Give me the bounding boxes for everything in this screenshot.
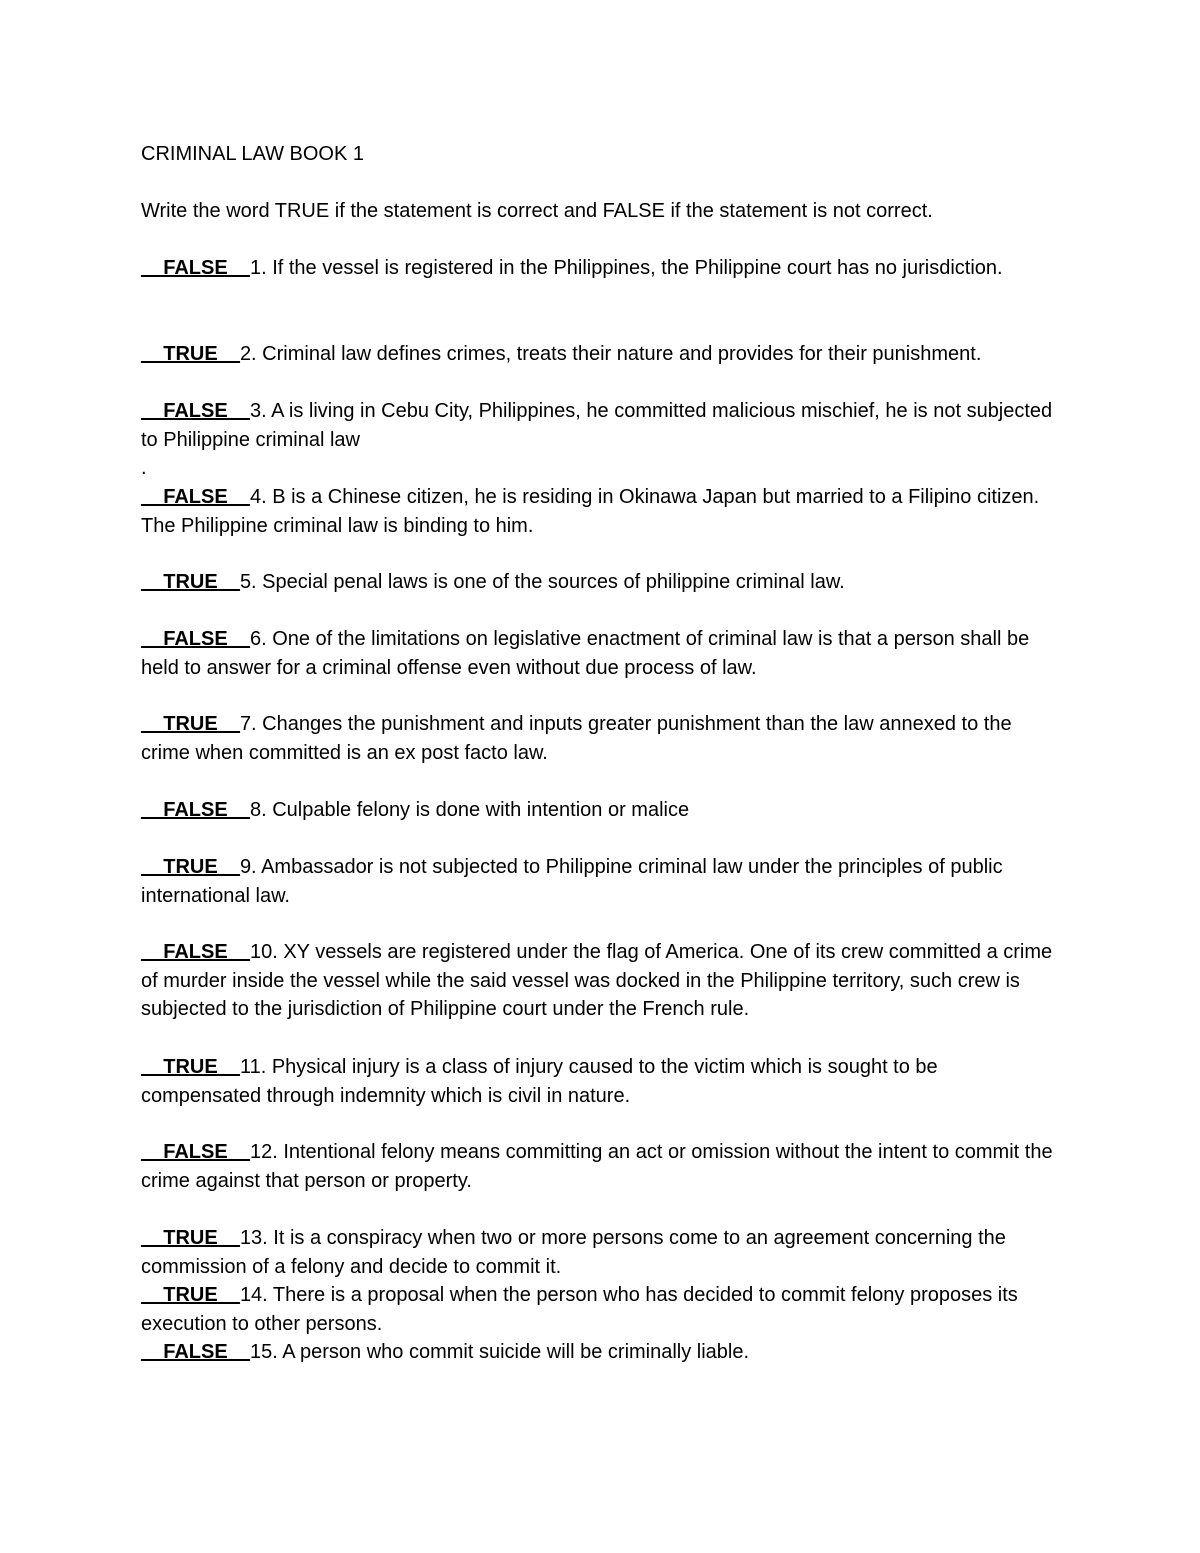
question-item-9 <box>141 853 1061 910</box>
question-text: 11. Physical injury is a class of injury caused to the victim which is sought to be compensated through indemnity which is civil in nature. <box>141 1056 938 1107</box>
question-text: 1. If the vessel is registered in the Philippines, the Philippine court has no jurisdiction. <box>249 257 1003 279</box>
question-text: 15. A person who commit suicide will be criminally liable. <box>249 1341 750 1363</box>
answer-blank: __TRUE__ <box>141 713 240 735</box>
answer-blank: __FALSE__ <box>141 628 250 650</box>
question-item-4 <box>141 483 1061 540</box>
answer-blank: __FALSE__ <box>141 1341 250 1363</box>
answer-blank: __FALSE__ <box>141 400 250 422</box>
question-item-15 <box>141 1338 1061 1367</box>
answer-blank: __FALSE__ <box>141 257 250 279</box>
question-text: 3. A is living in Cebu City, Philippines, he committed malicious mischief, he is not subjected to Philippine criminal law <box>141 400 1053 451</box>
question-item-10 <box>141 938 1061 1024</box>
question-text: 10. XY vessels are registered under the flag of America. One of its crew committed a crime of murder inside the vessel while the said vessel was docked in the Philippine territory, such crew is subjected to the jurisdiction of Philippine court under the French rule. <box>141 941 1053 1021</box>
question-text: 6. One of the limitations on legislative enactment of criminal law is that a person shall be held to answer for a criminal offense even without due process of law. <box>141 628 1030 679</box>
answer-blank: __TRUE__ <box>141 1056 240 1078</box>
stray-period: . <box>141 457 147 479</box>
answer-blank: __FALSE__ <box>141 941 250 963</box>
answer-blank: __FALSE__ <box>141 1141 250 1163</box>
question-item-14 <box>141 1281 1061 1338</box>
question-text: 12. Intentional felony means committing an act or omission without the intent to commit the crime against that person or property. <box>141 1141 1053 1192</box>
instructions: Write the word TRUE if the statement is correct and FALSE if the statement is not correct. <box>141 200 933 222</box>
answer-blank: __FALSE__ <box>141 799 250 821</box>
answer-blank: __TRUE__ <box>141 856 240 878</box>
answer-blank: __TRUE__ <box>141 571 240 593</box>
question-text: 4. B is a Chinese citizen, he is residing in Okinawa Japan but married to a Filipino citizen. The Philippine criminal law is binding to him. <box>141 486 1040 537</box>
question-text: 13. It is a conspiracy when two or more persons come to an agreement concerning the commission of a felony and decide to commit it. <box>141 1227 1006 1278</box>
question-text: 2. Criminal law defines crimes, treats their nature and provides for their punishment. <box>239 343 982 365</box>
question-item-3 <box>141 397 1061 454</box>
question-item-13 <box>141 1224 1061 1281</box>
question-item-7 <box>141 710 1061 767</box>
question-item-1 <box>141 254 1061 283</box>
document-title: CRIMINAL LAW BOOK 1 <box>141 143 365 165</box>
answer-blank: __TRUE__ <box>141 343 240 365</box>
question-text: 5. Special penal laws is one of the sources of philippine criminal law. <box>239 571 845 593</box>
answer-blank: __TRUE__ <box>141 1284 240 1306</box>
question-item-6 <box>141 625 1061 682</box>
question-item-8 <box>141 796 1061 825</box>
question-item-5 <box>141 568 1061 597</box>
question-text: 8. Culpable felony is done with intention or malice <box>249 799 690 821</box>
question-item-2 <box>141 340 1061 369</box>
question-text: 7. Changes the punishment and inputs greater punishment than the law annexed to the crime when committed is an ex post facto law. <box>141 713 1012 764</box>
question-text: 14. There is a proposal when the person who has decided to commit felony proposes its execution to other persons. <box>141 1284 1018 1335</box>
question-item-11 <box>141 1053 1061 1110</box>
question-item-12 <box>141 1138 1061 1195</box>
answer-blank: __TRUE__ <box>141 1227 240 1249</box>
answer-blank: __FALSE__ <box>141 486 250 508</box>
question-text: 9. Ambassador is not subjected to Philippine criminal law under the principles of public international law. <box>141 856 1003 907</box>
